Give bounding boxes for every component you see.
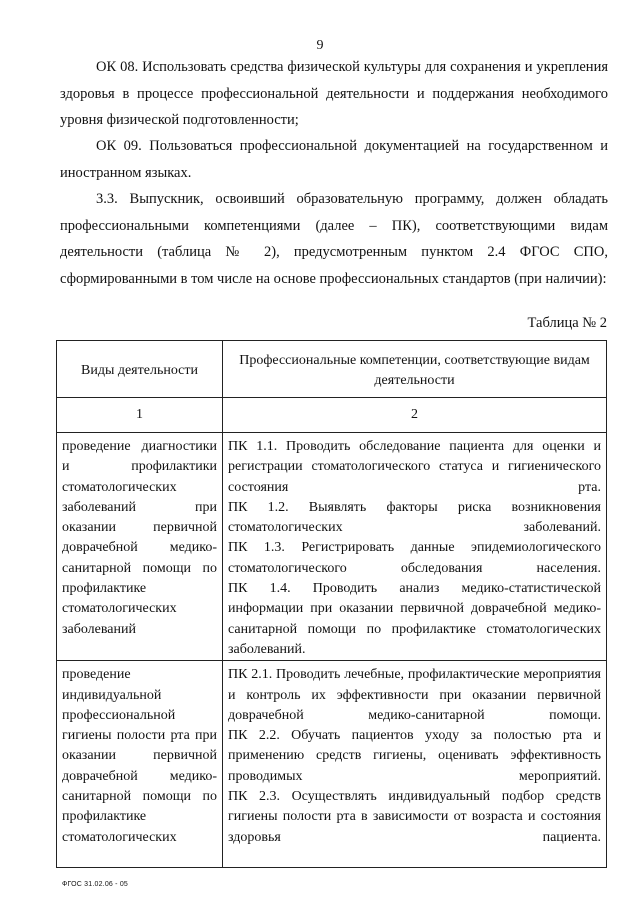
table-caption: Таблица № 2 — [527, 315, 607, 331]
competency-item: ПК 2.3. Осуществлять индивидуальный подбор средств гигиены полости рта в зависимости от возраста и состояния здоровья пациента. — [228, 789, 601, 845]
table-header-row — [57, 341, 607, 398]
competency-item: ПК 1.3. Регистрировать данные эпидемиологического стоматологического обследования населения. — [228, 540, 601, 576]
activity-text: проведение диагностики и профилактики стоматологических заболеваний при оказании первичной доврачебной медико-санитарной помощи по профилактике стоматологических заболеваний — [62, 439, 217, 637]
table-row — [57, 433, 607, 661]
activity-text: проведение индивидуальной профессиональной гигиены полости рта при оказании первичной доврачебной медико-санитарной помощи по профилактике стоматологических — [62, 667, 217, 845]
column-number-2: 2 — [223, 398, 607, 433]
paragraph-3-3: 3.3. Выпускник, освоивший образовательную программу, должен обладать профессиональными компетенциями (далее – ПК), соответствующими видам деятельности (таблица № 2), предусмотренным пунктом 2.4 ФГОС СПО, сформированными в том числе на основе профессиональных стандартов (при наличии): — [60, 191, 608, 287]
activity-cell — [57, 661, 223, 868]
column-number-1: 1 — [57, 398, 223, 433]
footer-code: ФГОС 31.02.06 - 05 — [62, 881, 129, 888]
paragraph-ok09: ОК 09. Пользоваться профессиональной документацией на государственном и иностранном языках. — [60, 138, 608, 181]
table-number-row — [57, 398, 607, 433]
competencies-cell — [223, 433, 607, 661]
page-number: 9 — [316, 38, 324, 53]
competency-item: ПК 1.4. Проводить анализ медико-статистической информации при оказании первичной доврачебной медико-санитарной помощи по профилактике стоматологических заболеваний. — [228, 581, 601, 657]
competency-item: ПК 1.2. Выявлять факторы риска возникновения стоматологических заболеваний. — [228, 499, 601, 536]
competencies-cell — [223, 661, 607, 868]
competency-item: ПК 2.1. Проводить лечебные, профилактические мероприятия и контроль их эффективности при оказании первичной доврачебной медико-санитарной помощи. — [228, 667, 601, 723]
paragraph-ok08: ОК 08. Использовать средства физической культуры для сохранения и укрепления здоровья в процессе профессиональной деятельности и поддержания необходимого уровня физической подготовленности; — [60, 59, 608, 128]
header-activity: Виды деятельности — [57, 341, 223, 398]
competencies-table — [56, 340, 607, 868]
activity-cell — [57, 433, 223, 661]
table-row — [57, 661, 607, 868]
competency-item: ПК 1.1. Проводить обследование пациента для оценки и регистрации стоматологического статуса и гигиенического состояния рта. — [228, 439, 601, 495]
header-competencies: Профессиональные компетенции, соответствующие видам деятельности — [223, 341, 607, 398]
competency-item: ПК 2.2. Обучать пациентов уходу за полостью рта и применению средств гигиены, оценивать эффективность проводимых мероприятий. — [228, 728, 601, 784]
